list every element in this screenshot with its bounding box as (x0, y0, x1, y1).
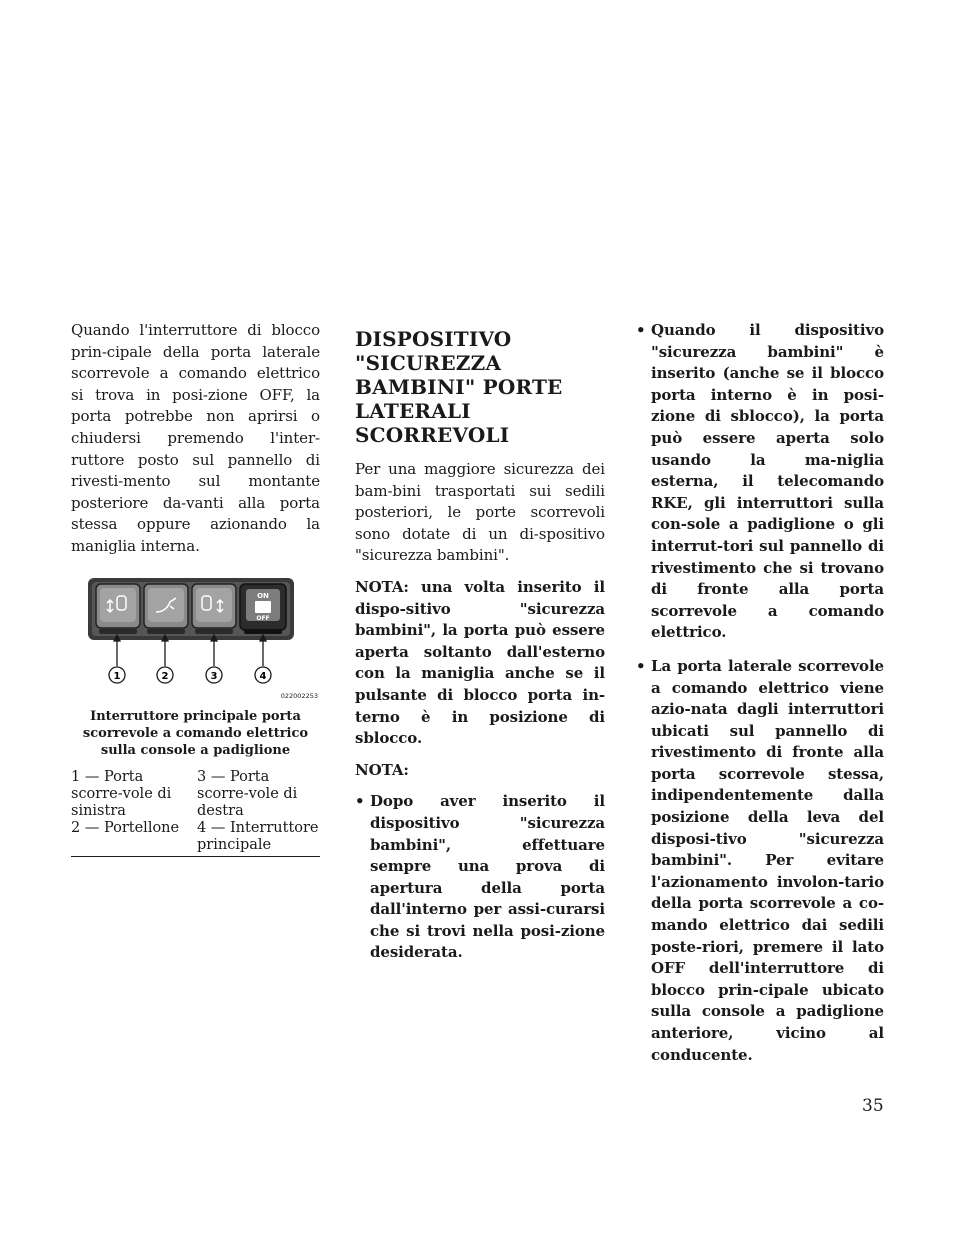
button-main-switch (240, 584, 286, 634)
figure-code: 022002253 (280, 691, 318, 700)
overhead-console-illustration (71, 578, 320, 704)
legend-item-4: 4 — Interruttore principale (197, 819, 319, 853)
column-middle (355, 320, 605, 964)
page-number: 35 (862, 1096, 884, 1116)
switch-off-label: OFF (256, 614, 270, 622)
callout-3: 3 (210, 670, 218, 682)
callout-4: 4 (259, 670, 267, 682)
legend-item-2: 2 — Portellone (71, 819, 180, 836)
callout-2: 2 (161, 670, 169, 682)
section-heading: DISPOSITIVO "SICUREZZA BAMBINI" PORTE LATERALI SCORREVOLI (355, 327, 563, 447)
switch-on-label: ON (257, 591, 269, 600)
button-left-sliding-door (96, 584, 140, 634)
section-intro: Per una maggiore sicurezza dei bam-bini trasportati sui sedili posteriori, le porte scorrevoli sono dotate di un di-spositivo "sicurezza bambini". (355, 460, 605, 565)
figure-caption: Interruttore principale porta scorrevole a comando elettrico sulla console a padiglione (82, 708, 309, 758)
legend-item-3: 3 — Porta scorre-vole di destra (197, 768, 298, 819)
intro-paragraph: Quando l'interruttore di blocco prin-cipale della porta laterale scorrevole a comando elettrico si trova in posi-zione OFF, la porta potrebbe non aprirsi o chiudersi premendo l'inter-ruttore posto sul pannello di rivesti-mento sul montante posteriore da-vanti alla porta stessa oppure azionando la maniglia interna. (71, 321, 320, 555)
note-label: NOTA: (355, 760, 409, 779)
bullet-item-1: • Quando il dispositivo "sicurezza bambini" è inserito (anche se il blocco porta interno è in posi-zione di sblocco), la porta può essere aperta solo usando la ma-niglia esterna, il telecomando RKE, gli interruttori sulla con-sole a padiglione o gli interrut-tori sul pannello di rivestimento che si trovano di fronte alla porta scorrevole a comando elettrico. (636, 320, 884, 644)
callout-1: 1 (113, 670, 121, 682)
note-bullet: • Dopo aver inserito il dispositivo "sicurezza bambini", effettuare sempre una prova di apertura della porta dall'interno per assi-curarsi che si trovi nella posi-zione desiderata. (355, 791, 605, 964)
legend-item-1: 1 — Porta scorre-vole di sinistra (71, 768, 172, 819)
button-liftgate (144, 584, 188, 634)
bullet-list (636, 320, 884, 1066)
figure-legend (71, 769, 320, 857)
bullet-item-2: • La porta laterale scorrevole a comando elettrico viene azio-nata dagli interruttori ubicati sul pannello di rivestimento di fronte alla porta scorrevole stessa, indipendentemente dalla posizione della leva del disposi-tivo "sicurezza bambini". Per evitare l'azionamento involon-tario della porta scorrevole a co-mando elettrico dai sedili poste-riori, premere il lato OFF dell'interruttore di blocco prin-cipale ubicato sulla console a padiglione anteriore, vicino al conducente. (636, 656, 884, 1066)
switch-figure (71, 578, 320, 759)
note-paragraph: NOTA: una volta inserito il dispo-sitivo "sicurezza bambini", la porta può essere aperta soltanto dall'esterno con la maniglia anche se il pulsante di blocco porta in-terno è in posizione di sblocco. (355, 577, 605, 748)
note-bullet-list (355, 791, 605, 964)
button-right-sliding-door (192, 584, 236, 634)
column-right (636, 320, 884, 1066)
column-left (71, 320, 320, 857)
